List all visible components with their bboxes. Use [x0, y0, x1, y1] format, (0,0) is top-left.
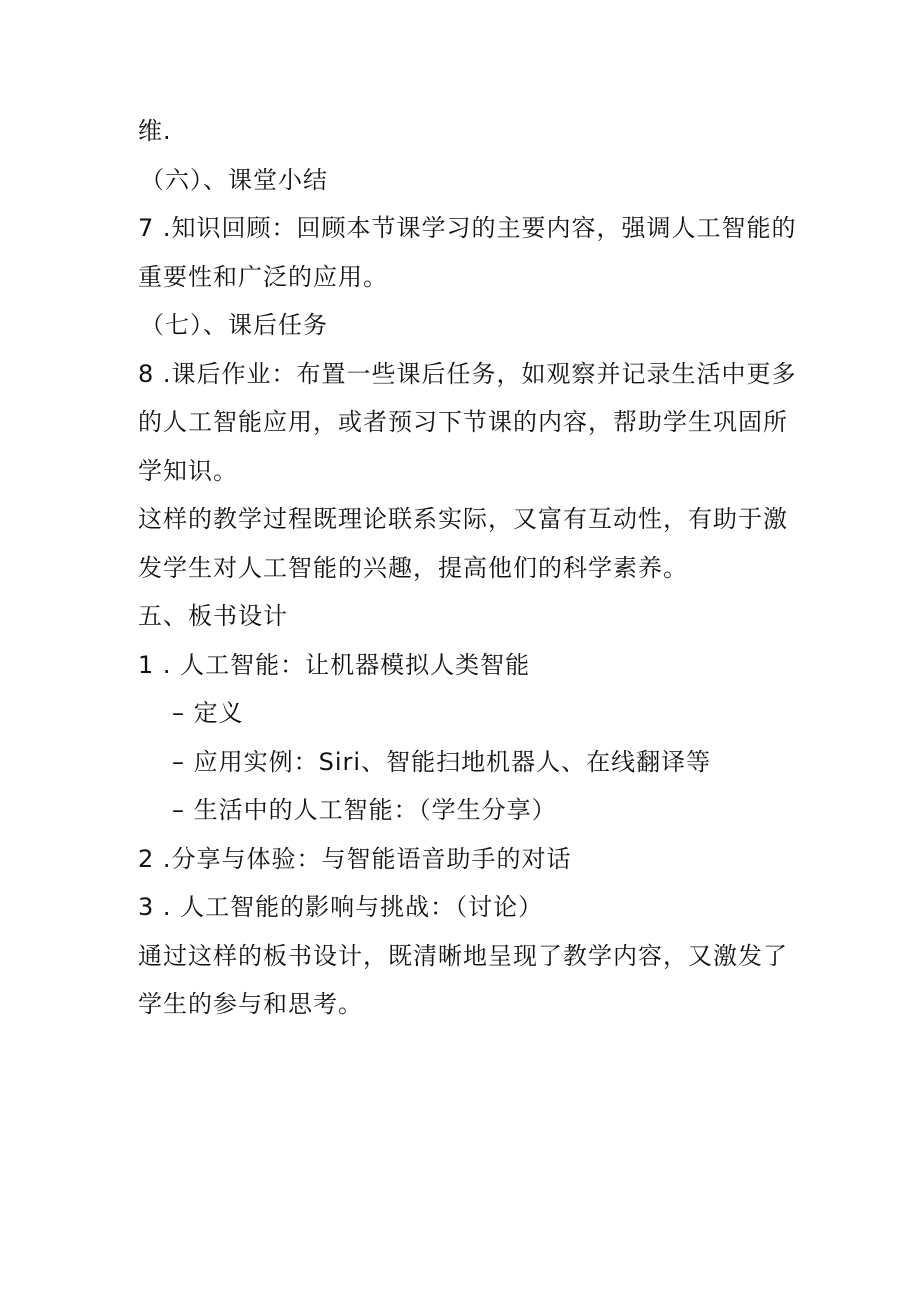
text-line: 重要性和广泛的应用。 [138, 262, 388, 291]
text-line: 学知识。 [138, 456, 238, 485]
text-line: 8 .课后作业：布置一些课后任务，如观察并记录生活中更多 [138, 359, 797, 388]
text-line: 7 .知识回顾：回顾本节课学习的主要内容，强调人工智能的 [138, 214, 797, 242]
section-heading: （六）、课堂小结 [140, 165, 328, 194]
text-line: 维. [138, 117, 172, 145]
list-item: 3 . 人工智能的影响与挑战：（讨论） [138, 893, 544, 921]
section-heading: （七）、课后任务 [140, 311, 328, 339]
text-line: 发学生对人工智能的兴趣，提高他们的科学素养。 [138, 553, 688, 582]
document-body [138, 107, 798, 1029]
sub-list-item: – 应用实例：Siri、智能扫地机器人、在线翻译等 [172, 747, 712, 776]
text-line: 这样的教学过程既理论联系实际，又富有互动性，有助于激 [138, 505, 788, 533]
text-line: 学生的参与和思考。 [138, 990, 363, 1018]
sub-list-item: – 生活中的人工智能：（学生分享） [172, 796, 557, 824]
list-item: 2 .分享与体验：与智能语音助手的对话 [138, 844, 572, 873]
list-item: 1 . 人工智能：让机器模拟人类智能 [138, 650, 531, 679]
text-line: 的人工智能应用，或者预习下节课的内容，帮助学生巩固所 [138, 408, 788, 436]
text-line: 通过这样的板书设计，既清晰地呈现了教学内容，又激发了 [138, 941, 788, 970]
sub-list-item: – 定义 [172, 699, 244, 727]
section-heading: 五、板书设计 [138, 602, 288, 630]
